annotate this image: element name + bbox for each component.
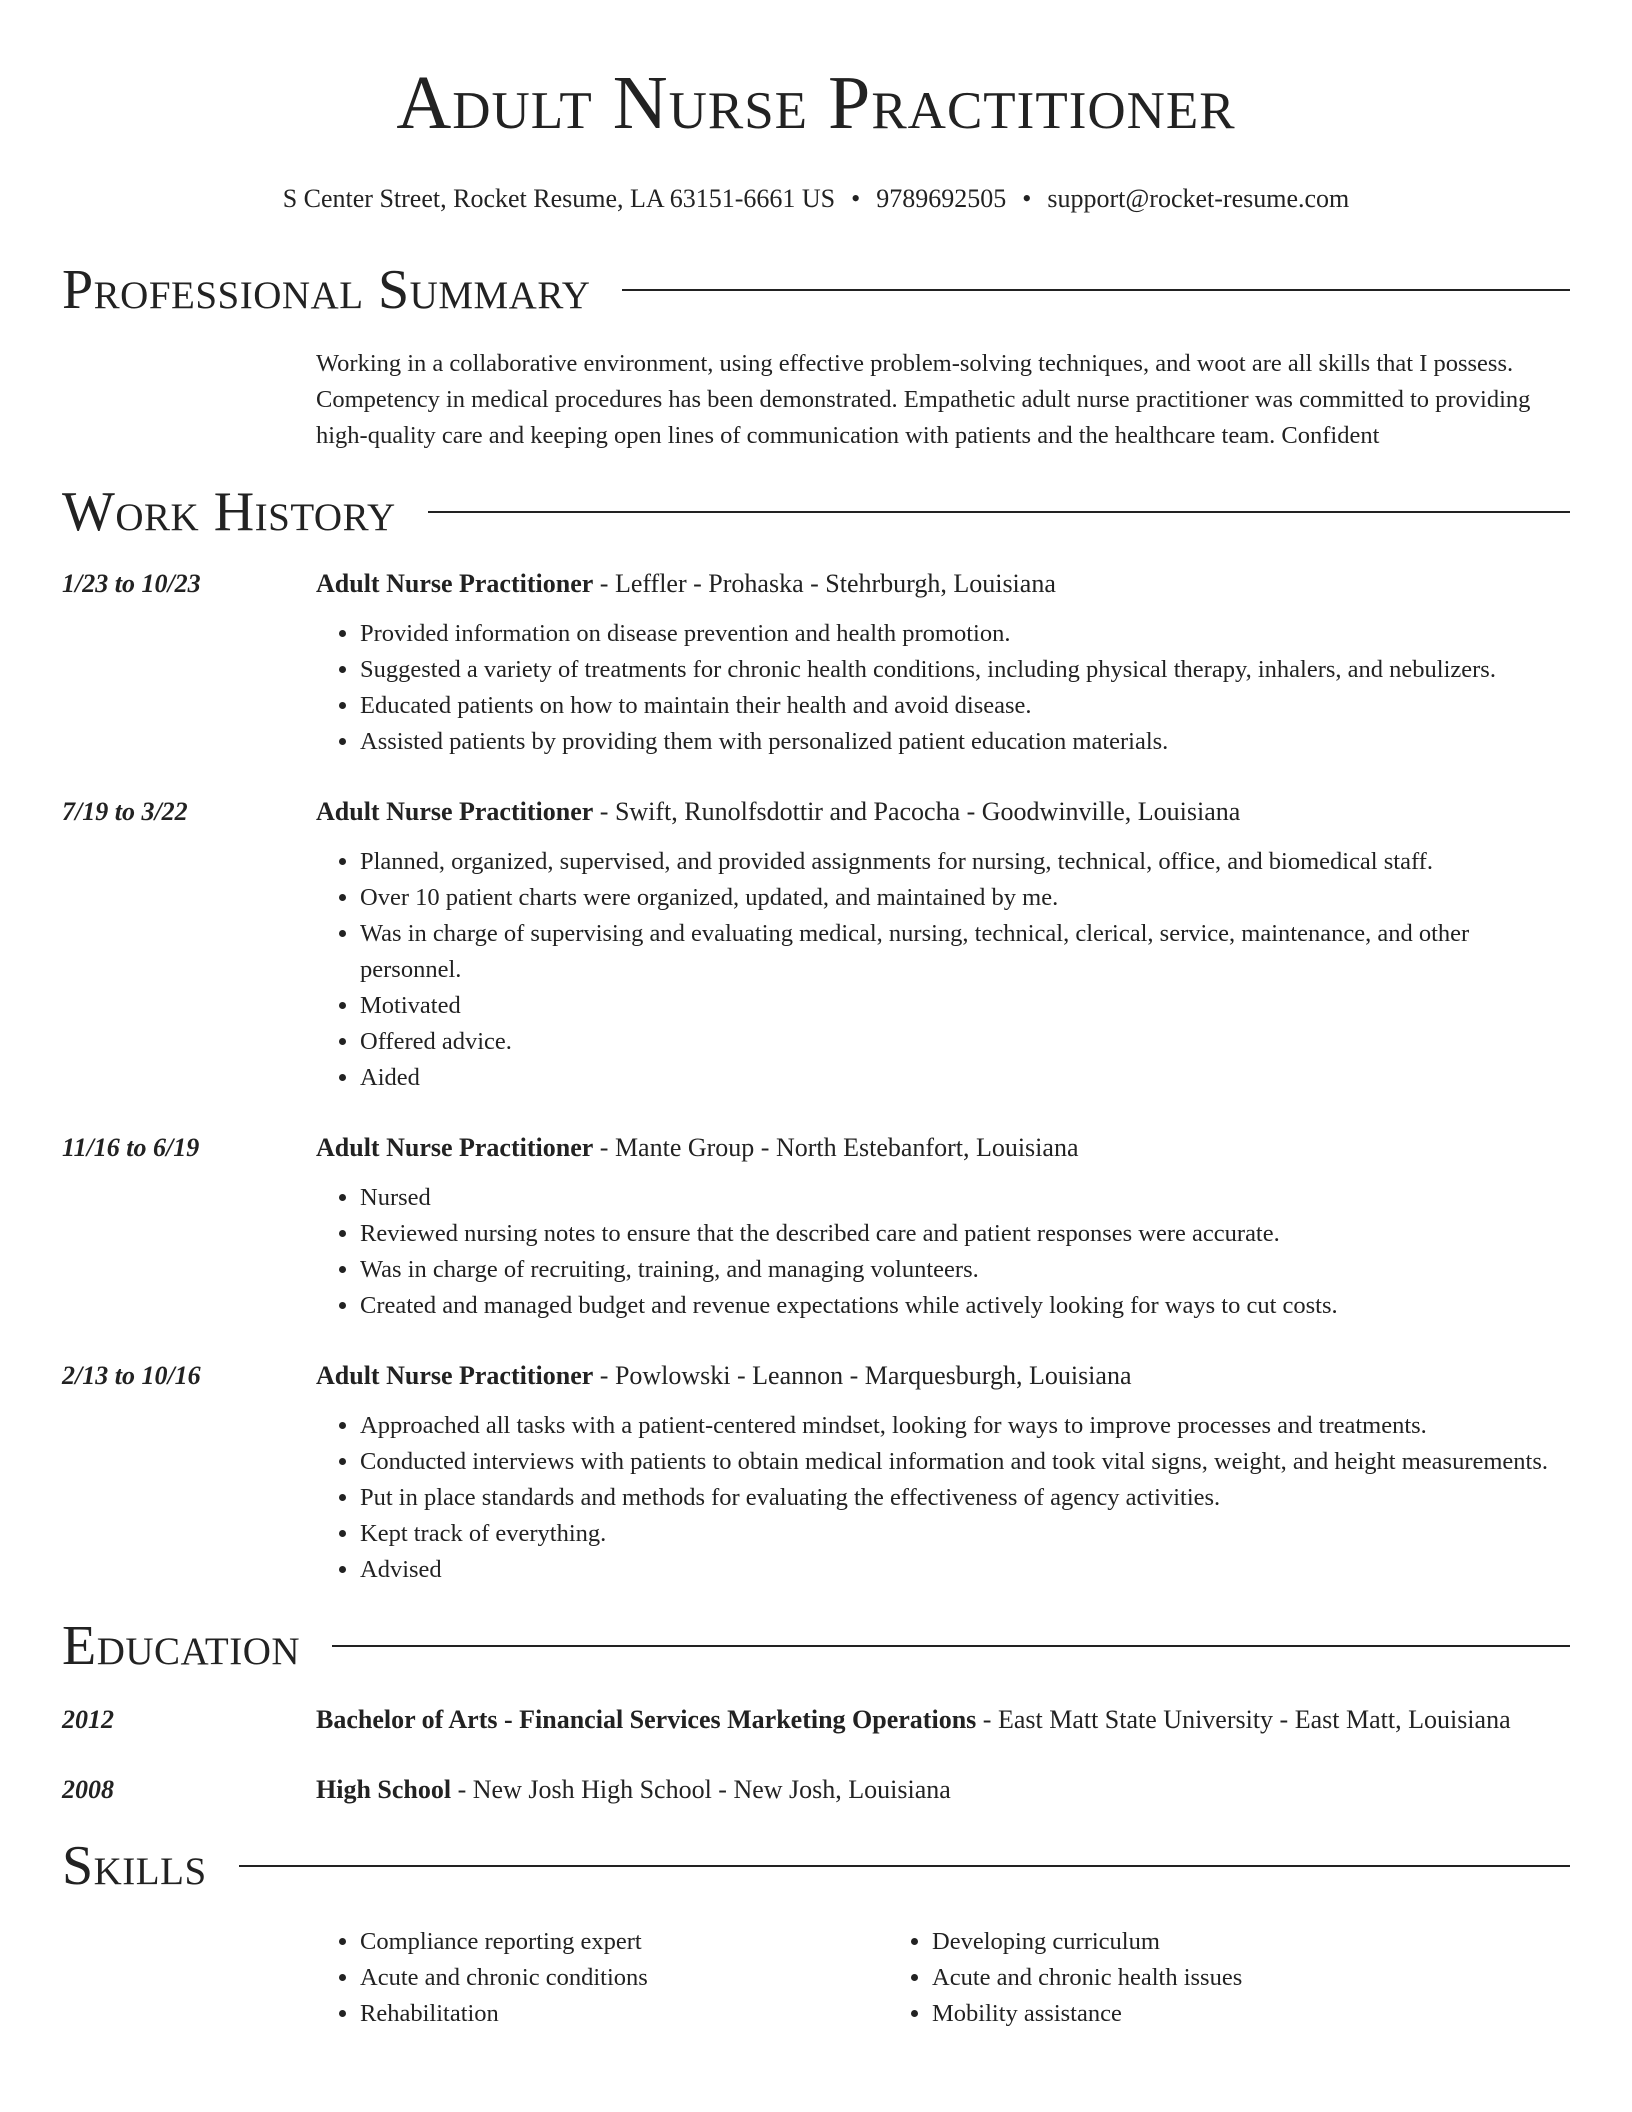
- education-details: - East Matt State University - East Matt, Louisiana: [976, 1705, 1511, 1734]
- work-history-list: [62, 566, 1570, 1588]
- skill-item: • Mobility assistance: [932, 1996, 1460, 2032]
- job-bullet: • Over 10 patient charts were organized, updated, and maintained by me.: [360, 880, 1570, 916]
- job-body: [316, 1358, 1570, 1588]
- contact-separator: •: [1022, 184, 1032, 213]
- job-details: - Mante Group - North Estebanfort, Louisiana: [593, 1133, 1079, 1162]
- section-divider: [428, 511, 1570, 513]
- job-details: - Powlowski - Leannon - Marquesburgh, Louisiana: [593, 1361, 1132, 1390]
- job-bullet: • Kept track of everything.: [360, 1516, 1570, 1552]
- section-title-work: Work History: [62, 481, 396, 543]
- section-work-header: [62, 480, 1570, 544]
- job-body: [316, 566, 1570, 760]
- job-entry: [62, 1358, 1570, 1588]
- job-bullet: • Was in charge of recruiting, training, and managing volunteers.: [360, 1252, 1570, 1288]
- education-entry: [62, 1772, 1570, 1808]
- job-entry: [62, 1130, 1570, 1324]
- section-education-header: [62, 1614, 1570, 1678]
- resume-name: Adult Nurse Practitioner: [396, 61, 1236, 145]
- education-list: [62, 1702, 1570, 1808]
- education-body: [316, 1772, 951, 1808]
- job-title: Adult Nurse Practitioner: [316, 1361, 594, 1390]
- section-skills-header: [62, 1834, 1570, 1898]
- section-title-education: Education: [62, 1615, 301, 1677]
- job-body: [316, 794, 1570, 1096]
- job-bullet: • Planned, organized, supervised, and provided assignments for nursing, technical, office, and biomedical staff.: [360, 844, 1570, 880]
- job-title: Adult Nurse Practitioner: [316, 1133, 594, 1162]
- job-entry: [62, 794, 1570, 1096]
- job-bullet: • Created and managed budget and revenue expectations while actively looking for ways to cut costs.: [360, 1288, 1570, 1324]
- job-bullet: • Offered advice.: [360, 1024, 1570, 1060]
- section-divider: [622, 289, 1570, 291]
- job-bullet: • Educated patients on how to maintain their health and avoid disease.: [360, 688, 1570, 724]
- section-divider: [239, 1865, 1570, 1867]
- job-bullet: • Put in place standards and methods for evaluating the effectiveness of agency activities.: [360, 1480, 1570, 1516]
- skills-list: [316, 1924, 1570, 2032]
- skill-item: • Compliance reporting expert: [360, 1924, 888, 1960]
- job-details: - Leffler - Prohaska - Stehrburgh, Louisiana: [593, 569, 1056, 598]
- job-body: [316, 1130, 1570, 1324]
- job-bullet: • Nursed: [360, 1180, 1570, 1216]
- contact-email: support@rocket-resume.com: [1047, 184, 1350, 213]
- job-entry: [62, 566, 1570, 760]
- job-bullet: • Assisted patients by providing them with personalized patient education materials.: [360, 724, 1570, 760]
- section-divider: [332, 1645, 1570, 1647]
- job-bullet: • Motivated: [360, 988, 1570, 1024]
- skill-item: • Acute and chronic conditions: [360, 1960, 888, 1996]
- education-body: [316, 1702, 1511, 1738]
- education-details: - New Josh High School - New Josh, Louisiana: [451, 1775, 951, 1804]
- section-title-skills: Skills: [62, 1835, 207, 1897]
- education-degree: High School: [316, 1775, 452, 1804]
- job-bullet: • Reviewed nursing notes to ensure that the described care and patient responses were accurate.: [360, 1216, 1570, 1252]
- job-bullets: [316, 1408, 1570, 1588]
- section-title-summary: Professional Summary: [62, 259, 591, 321]
- job-bullet: • Approached all tasks with a patient-centered mindset, looking for ways to improve processes and treatments.: [360, 1408, 1570, 1444]
- job-bullets: [316, 844, 1570, 1096]
- job-heading: [316, 794, 1570, 830]
- job-dates: 7/19 to 3/22: [62, 797, 188, 826]
- job-heading: [316, 566, 1570, 602]
- skills-column-left: [316, 1924, 888, 2032]
- education-degree: Bachelor of Arts - Financial Services Marketing Operations: [316, 1705, 977, 1734]
- job-heading: [316, 1358, 1570, 1394]
- skills-column-right: [888, 1924, 1460, 2032]
- contact-phone: 9789692505: [876, 184, 1007, 213]
- job-bullets: [316, 616, 1570, 760]
- job-title: Adult Nurse Practitioner: [316, 797, 594, 826]
- contact-separator: •: [851, 184, 861, 213]
- job-bullet: • Conducted interviews with patients to obtain medical information and took vital signs, weight, and height measurements.: [360, 1444, 1570, 1480]
- section-summary-header: [62, 258, 1570, 322]
- job-heading: [316, 1130, 1570, 1166]
- skill-item: • Acute and chronic health issues: [932, 1960, 1460, 1996]
- job-bullets: [316, 1180, 1570, 1324]
- job-title: Adult Nurse Practitioner: [316, 569, 594, 598]
- job-bullet: • Suggested a variety of treatments for chronic health conditions, including physical therapy, inhalers, and nebulizers.: [360, 652, 1570, 688]
- education-year: 2008: [62, 1775, 114, 1804]
- job-dates: 11/16 to 6/19: [62, 1133, 200, 1162]
- job-bullet: • Provided information on disease prevention and health promotion.: [360, 616, 1570, 652]
- education-year: 2012: [62, 1705, 114, 1734]
- job-bullet: • Was in charge of supervising and evaluating medical, nursing, technical, clerical, service, maintenance, and other personnel.: [360, 916, 1570, 988]
- skill-item: • Developing curriculum: [932, 1924, 1460, 1960]
- summary-text: Working in a collaborative environment, using effective problem-solving techniques, and woot are all skills that I possess. Competency in medical procedures has been demonstrated. Empathetic adult nurse practitioner was committed to providing high-quality care and keeping open lines of communication with patients and the healthcare team. Confident: [316, 350, 1531, 449]
- education-entry: [62, 1702, 1570, 1738]
- contact-line: [62, 182, 1570, 216]
- job-bullet: • Advised: [360, 1552, 1570, 1588]
- skill-item: • Rehabilitation: [360, 1996, 888, 2032]
- job-bullet: • Aided: [360, 1060, 1570, 1096]
- contact-address: S Center Street, Rocket Resume, LA 63151-6661 US: [282, 184, 836, 213]
- job-details: - Swift, Runolfsdottir and Pacocha - Goodwinville, Louisiana: [593, 797, 1241, 826]
- job-dates: 2/13 to 10/16: [62, 1361, 201, 1390]
- job-dates: 1/23 to 10/23: [62, 569, 201, 598]
